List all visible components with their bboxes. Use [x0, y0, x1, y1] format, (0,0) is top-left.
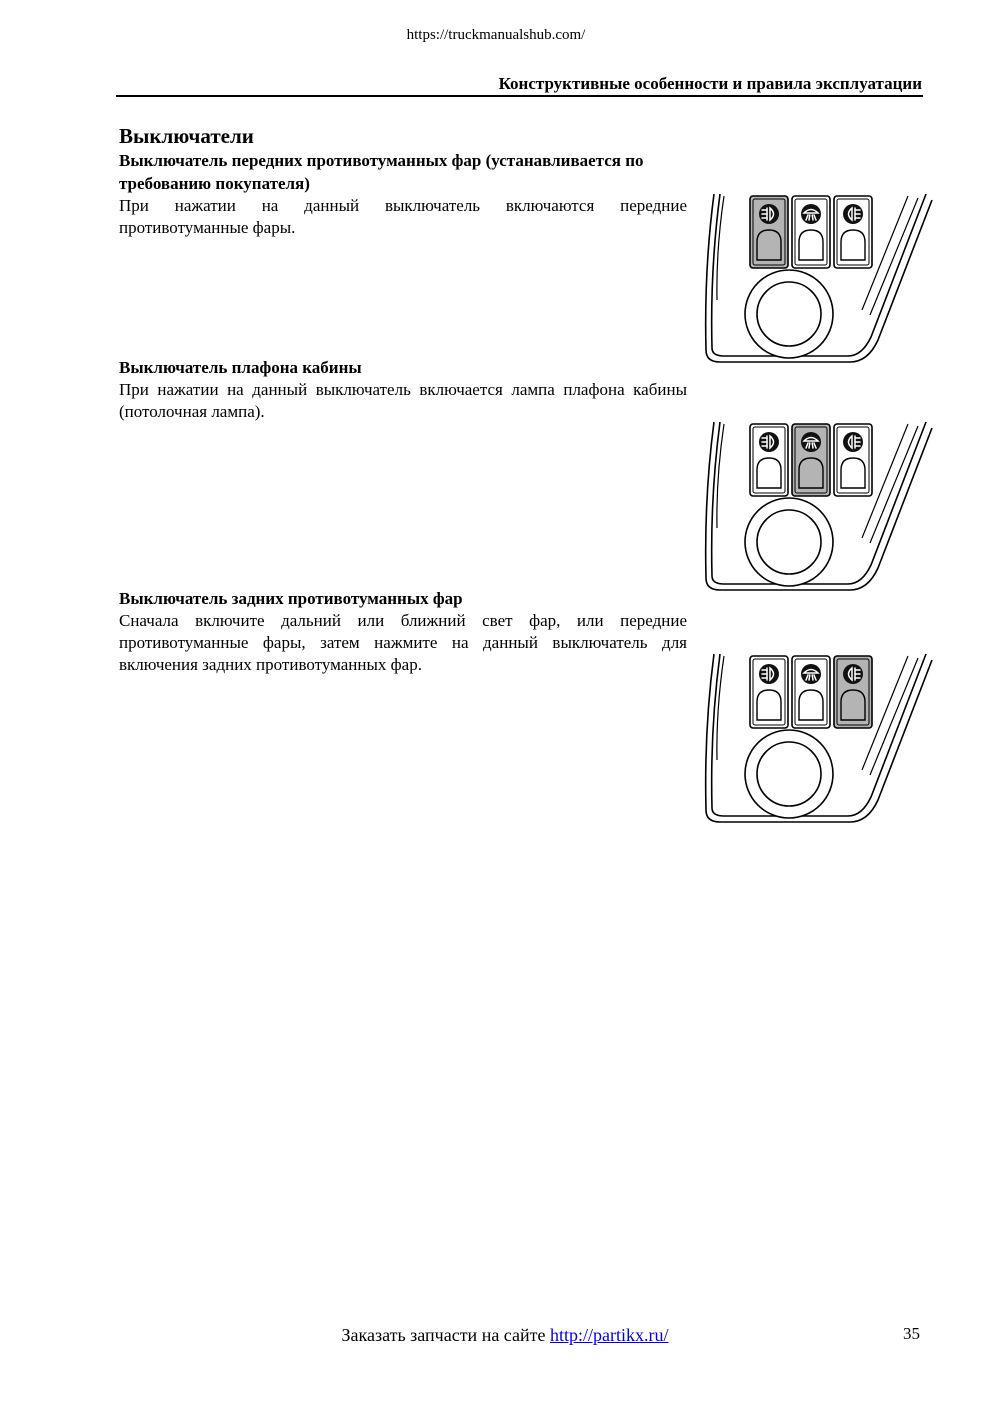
rear-fog-light-icon	[843, 432, 863, 452]
rear-fog-switch-text: Сначала включите дальний или ближний свет фар, или передние противотуманные фары, затем нажмите на данный выключатель для включения задних противотуманных фар.	[119, 611, 687, 674]
cabin-light-switch-panel-illustration	[700, 418, 936, 596]
cabin-light-switch-text: При нажатии на данный выключатель включается лампа плафона кабины (потолочная лампа).	[119, 380, 687, 421]
footer	[0, 1325, 992, 1346]
footer-text: Заказать запчасти на сайте	[341, 1325, 546, 1345]
header-rule	[116, 95, 923, 97]
switch-1	[750, 424, 788, 496]
switch-1	[750, 196, 788, 268]
front-fog-light-icon	[759, 432, 779, 452]
rear-fog-switch-panel-illustration	[700, 650, 936, 828]
footer-link[interactable]: http://partikx.ru/	[550, 1325, 669, 1345]
switch-2	[792, 656, 830, 728]
switch-2	[792, 196, 830, 268]
front-fog-switch-heading: Выключатель передних противотуманных фар (устанавливается по требованию покупателя)	[119, 151, 644, 193]
front-fog-switch-panel-illustration	[700, 190, 936, 368]
top-url: https://truckmanualshub.com/	[406, 27, 586, 43]
switch-3	[834, 656, 872, 728]
rear-fog-light-icon	[843, 204, 863, 224]
switch-3	[834, 196, 872, 268]
cabin-dome-light-icon	[801, 204, 821, 224]
cabin-light-switch-block	[119, 356, 687, 423]
front-fog-switch-block	[119, 149, 687, 239]
switch-1	[750, 656, 788, 728]
front-fog-switch-text: При нажатии на данный выключатель включаются передние противотуманные фары.	[119, 196, 687, 237]
cabin-light-switch-heading: Выключатель плафона кабины	[119, 358, 362, 377]
cabin-dome-light-icon	[801, 664, 821, 684]
rear-fog-switch-block	[119, 587, 687, 676]
switch-3	[834, 424, 872, 496]
front-fog-light-icon	[759, 664, 779, 684]
switch-2	[792, 424, 830, 496]
rotary-knob	[745, 270, 833, 358]
rotary-knob	[745, 730, 833, 818]
rear-fog-light-icon	[843, 664, 863, 684]
front-fog-light-icon	[759, 204, 779, 224]
section-title: Выключатели	[119, 124, 254, 148]
rotary-knob	[745, 498, 833, 586]
header-title: Конструктивные особенности и правила эксплуатации	[498, 74, 922, 93]
rear-fog-switch-heading: Выключатель задних противотуманных фар	[119, 589, 463, 608]
cabin-dome-light-icon	[801, 432, 821, 452]
page-number: 35	[903, 1324, 920, 1343]
